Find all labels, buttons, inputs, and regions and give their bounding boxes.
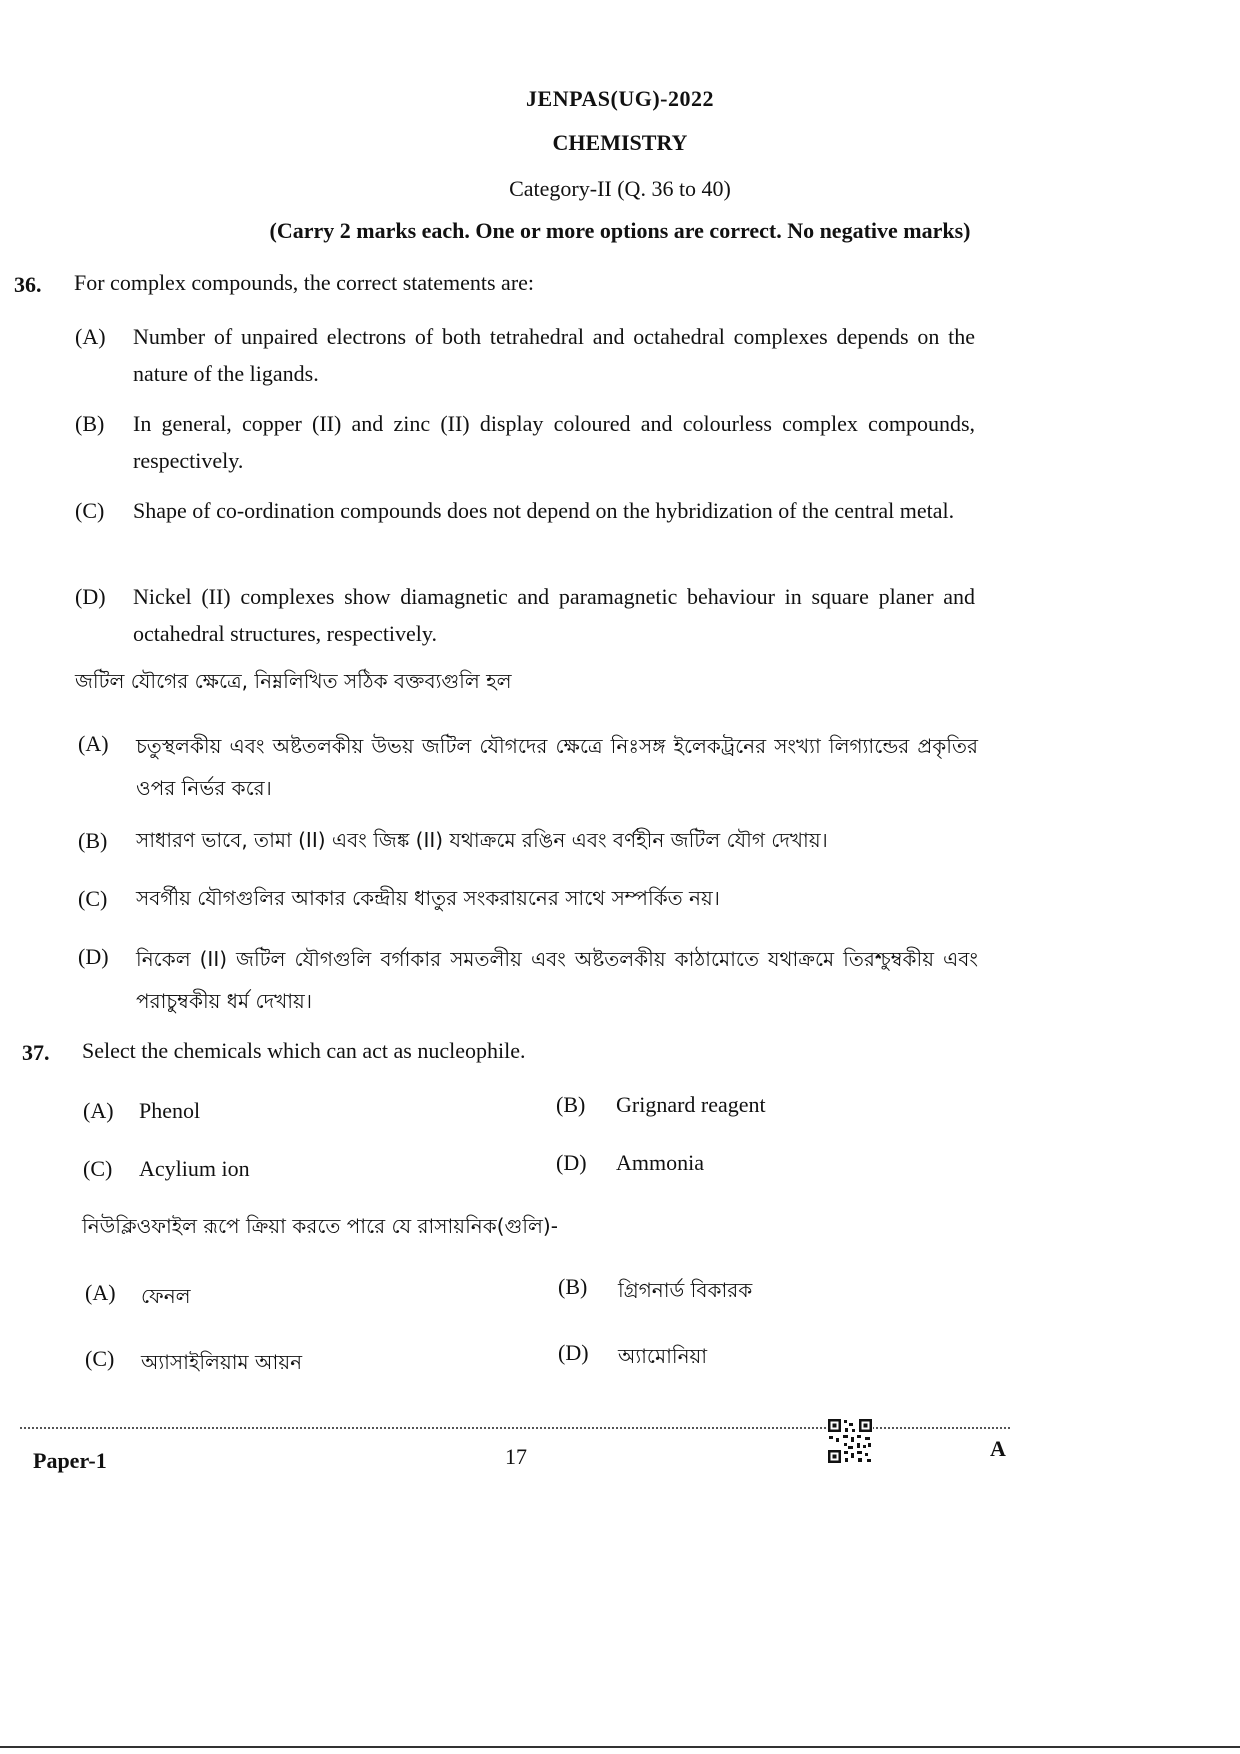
option-text: Number of unpaired electrons of both tetrahedral and octahedral complexes depends on the nature of the ligands. <box>133 324 975 386</box>
option-text: Acylium ion <box>139 1156 250 1181</box>
option-text: গ্রিগনার্ড বিকারক <box>618 1278 753 1302</box>
exam-title: JENPAS(UG)-2022 <box>526 86 714 111</box>
option-c-bengali <box>78 880 978 920</box>
instructions: (Carry 2 marks each. One or more options are correct. No negative marks) <box>269 218 971 243</box>
question-text: For complex compounds, the correct statements are: <box>74 270 535 295</box>
option-a <box>83 1098 483 1128</box>
option-text: অ্যামোনিয়া <box>618 1344 708 1368</box>
category-title: Category-II (Q. 36 to 40) <box>509 176 731 201</box>
option-b-bengali <box>558 1274 958 1304</box>
option-text: Nickel (II) complexes show diamagnetic and paramagnetic behaviour in square planer and octahedral structures, respectively. <box>133 584 975 646</box>
option-label: (C) <box>75 498 105 523</box>
option-d <box>556 1150 956 1180</box>
option-label: (C) <box>78 886 108 911</box>
qr-code-icon <box>827 1418 873 1464</box>
option-c <box>75 492 975 572</box>
option-text: Grignard reagent <box>616 1092 766 1117</box>
option-d-bengali <box>558 1340 958 1370</box>
option-label: (C) <box>85 1346 115 1371</box>
option-d-bengali <box>78 938 978 1018</box>
question-text: Select the chemicals which can act as nucleophile. <box>82 1038 526 1063</box>
page-bottom-rule <box>0 1746 1240 1748</box>
option-label: (B) <box>556 1092 586 1117</box>
question-text-bengali: নিউক্লিওফাইল রূপে ক্রিয়া করতে পারে যে রাসায়নিক(গুলি)- <box>82 1214 558 1238</box>
option-d <box>75 578 975 658</box>
option-label: (D) <box>75 584 106 609</box>
option-text: In general, copper (II) and zinc (II) display coloured and colourless complex compounds, respectively. <box>133 411 975 473</box>
option-text: Shape of co-ordination compounds does not depend on the hybridization of the central metal. <box>133 498 955 523</box>
option-c-bengali <box>85 1346 485 1376</box>
option-label: (D) <box>78 944 109 969</box>
option-text: ফেনল <box>141 1284 191 1308</box>
set-label: A <box>990 1436 1006 1461</box>
question-number: 36. <box>14 272 42 297</box>
option-label: (A) <box>85 1280 116 1305</box>
option-a <box>75 318 975 398</box>
option-label: (A) <box>75 324 106 349</box>
option-label: (D) <box>556 1150 587 1175</box>
option-b <box>556 1092 956 1122</box>
subject-title: CHEMISTRY <box>552 130 688 155</box>
option-b-bengali <box>78 822 978 862</box>
option-label: (A) <box>78 731 109 756</box>
option-label: (B) <box>558 1274 588 1299</box>
option-label: (A) <box>83 1098 114 1123</box>
option-label: (C) <box>83 1156 113 1181</box>
option-label: (B) <box>78 828 108 853</box>
option-a-bengali <box>85 1280 485 1310</box>
option-text: Ammonia <box>616 1150 704 1175</box>
page-number: 17 <box>505 1444 527 1469</box>
option-c <box>83 1156 483 1186</box>
option-text: অ্যাসাইলিয়াম আয়ন <box>141 1350 303 1374</box>
option-text: Phenol <box>139 1098 201 1123</box>
option-text: সবর্গীয় যৌগগুলির আকার কেন্দ্রীয় ধাতুর সংকরায়নের সাথে সম্পর্কিত নয়। <box>136 886 720 910</box>
option-b <box>75 405 975 485</box>
option-a-bengali <box>78 725 978 805</box>
option-text: চতুস্থলকীয় এবং অষ্টতলকীয় উভয় জটিল যৌগদের ক্ষেত্রে নিঃসঙ্গ ইলেকট্রনের সংখ্যা লিগ্যান্ডের প্রকৃতির ওপর নির্ভর করে। <box>136 734 978 800</box>
option-label: (B) <box>75 411 105 436</box>
option-label: (D) <box>558 1340 589 1365</box>
paper-label: Paper-1 <box>33 1448 107 1473</box>
question-number: 37. <box>22 1040 50 1065</box>
option-text: নিকেল (II) জটিল যৌগগুলি বর্গাকার সমতলীয় এবং অষ্টতলকীয় কাঠামোতে যথাক্রমে তিরশ্চুম্বকীয় এবং পরাচুম্বকীয় ধর্ম দেখায়। <box>136 947 978 1013</box>
option-text: সাধারণ ভাবে, তামা (II) এবং জিঙ্ক (II) যথাক্রমে রঙিন এবং বর্ণহীন জটিল যৌগ দেখায়। <box>136 828 828 852</box>
question-text-bengali: জটিল যৌগের ক্ষেত্রে, নিম্নলিখিত সঠিক বক্তব্যগুলি হল <box>75 669 512 693</box>
